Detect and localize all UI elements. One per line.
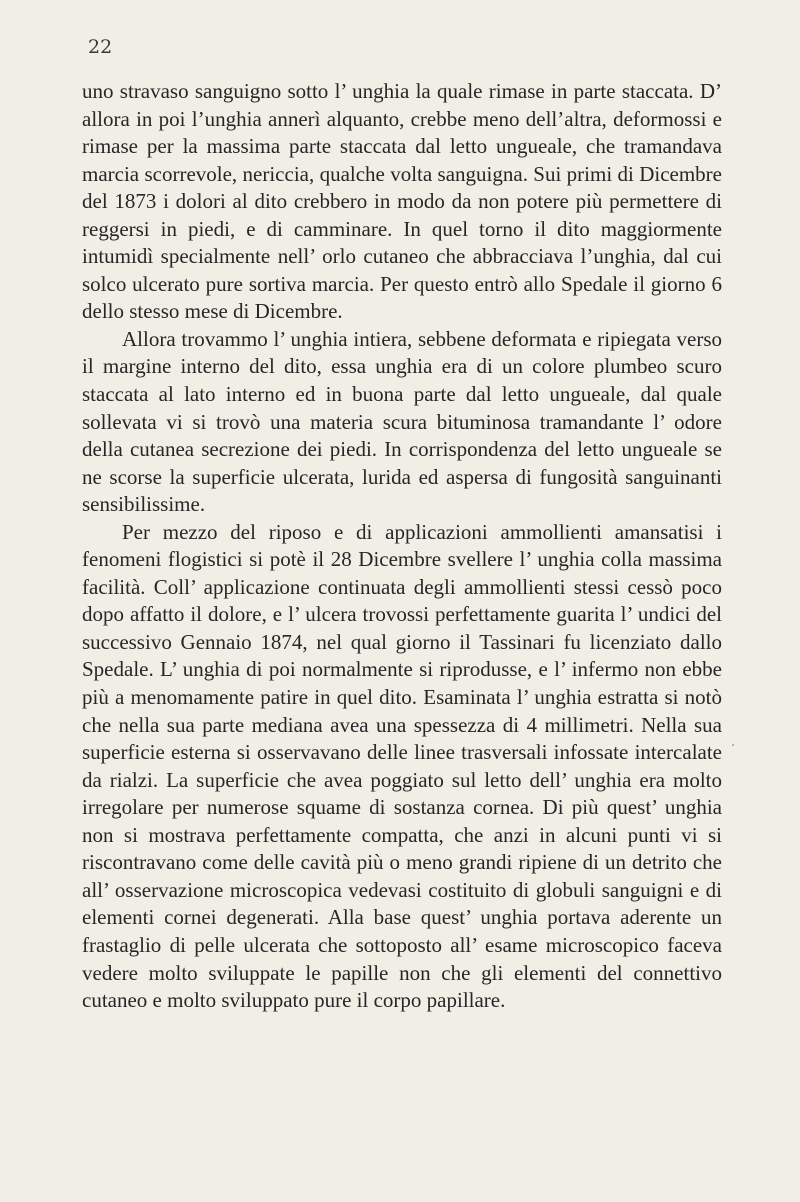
page-number: 22 xyxy=(88,36,113,58)
paragraph-1: uno stravaso sanguigno sotto l’ unghia la quale rimase in parte staccata. D’ allora in poi l’unghia annerì alquanto, crebbe meno dell’altra, deformossi e rimase per la massima parte staccata dal letto ungueale, che tramandava marcia scorrevole, nericcia, qualche volta sanguigna. Sui primi di Dicembre del 1873 i dolori al dito crebbero in modo da non potere più permettere di reggersi in piedi, e di camminare. In quel torno il dito maggiormente intumidì specialmente nell’ orlo cutaneo che abbracciava l’unghia, dal cui solco ulcerato pure sortiva marcia. Per questo entrò allo Spedale il giorno 6 dello stesso mese di Dicembre. xyxy=(82,79,722,324)
body-text xyxy=(82,78,722,1015)
paragraph-3: Per mezzo del riposo e di applicazioni ammollienti amansatisi i fenomeni flogistici si potè il 28 Dicembre svellere l’ unghia colla massima facilità. Coll’ applicazione continuata degli ammollienti stessi cessò poco dopo affatto il dolore, e l’ ulcera trovossi perfettamente guarita l’ undici del successivo Gennaio 1874, nel qual giorno il Tassinari fu licenziato dallo Spedale. L’ unghia di poi normalmente si riprodusse, e l’ infermo non ebbe più a menomamente patire in quel dito. Esaminata l’ unghia estratta si notò che nella sua parte mediana avea una spessezza di 4 millimetri. Nella sua superficie esterna si osservavano delle linee trasversali infossate intercalate da rialzi. La superficie che avea poggiato sul letto dell’ unghia era molto irregolare per numerose squame di sostanza cornea. Di più quest’ unghia non si mostrava perfettamente compatta, che anzi in alcuni punti vi si riscontravano come delle cavità più o meno grandi ripiene di un detrito che all’ osservazione microscopica vedevasi costituito di globuli sanguigni e di elementi cornei degenerati. Alla base quest’ unghia portava aderente un frastaglio di pelle ulcerata che sottoposto all’ esame microscopico faceva vedere molto sviluppate le papille non che gli elementi del connettivo cutaneo e molto sviluppato pure il corpo papillare. xyxy=(82,519,722,1013)
paragraph-2: Allora trovammo l’ unghia intiera, sebbene deformata e ripiegata verso il margine interno del dito, essa unghia era di un colore plumbeo scuro staccata al lato interno ed in buona parte dal letto ungueale, dal quale sollevata vi si trovò una materia scura bituminosa tramandante l’ odore della cutanea secrezione dei piedi. In corrispondenza del letto ungueale se ne scorse la superficie ulcerata, lurida ed aspersa di fungosità sanguinanti sensibilissime. xyxy=(82,326,722,517)
margin-tick-mark: ´ xyxy=(730,744,735,755)
